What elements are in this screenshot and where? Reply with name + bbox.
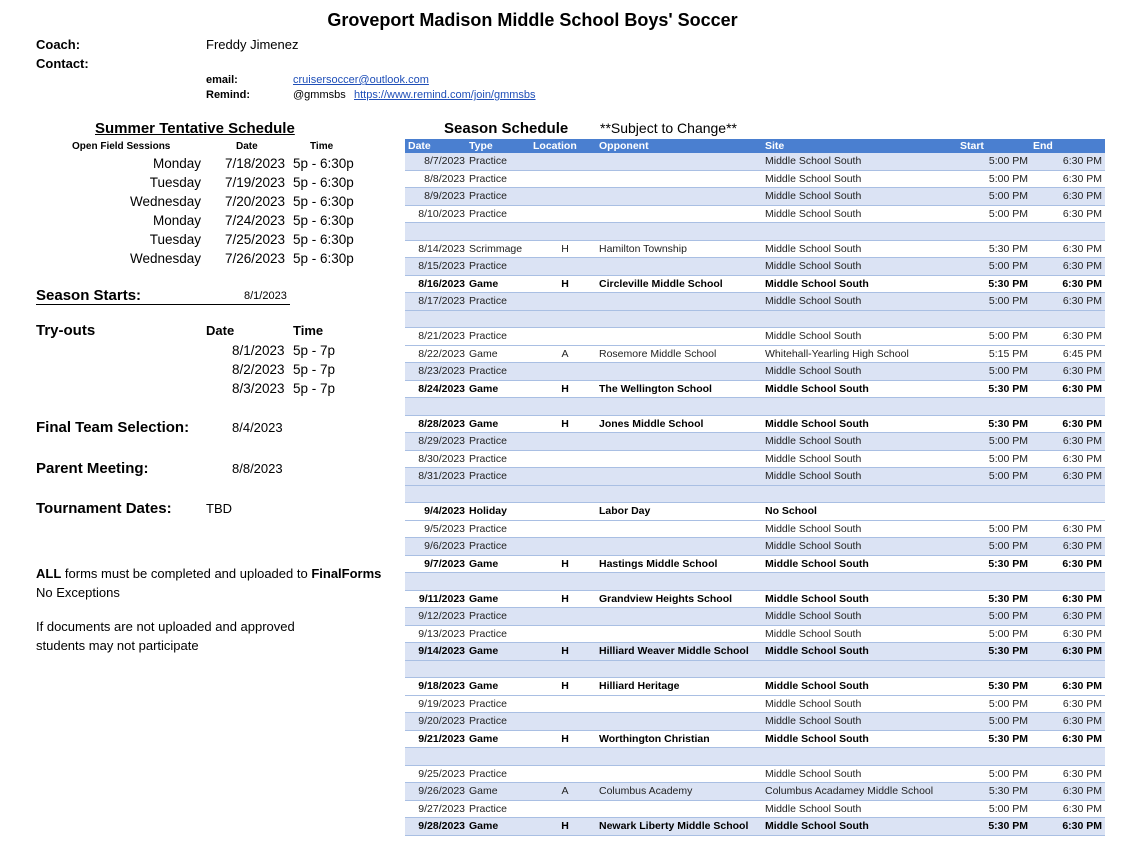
- header-opponent: Opponent: [599, 140, 649, 152]
- cell-location: H: [561, 242, 569, 255]
- header-date: Date: [408, 140, 431, 152]
- cell-end: 6:45 PM: [1062, 347, 1102, 360]
- email-link[interactable]: cruisersoccer@outlook.com: [293, 74, 429, 86]
- cell-start: 5:00 PM: [988, 697, 1028, 710]
- tryout-date: 8/2/2023: [232, 362, 285, 377]
- summer-day: Tuesday: [149, 175, 201, 190]
- cell-end: 6:30 PM: [1062, 785, 1102, 798]
- cell-date: 9/5/2023: [424, 522, 465, 535]
- cell-end: 6:30 PM: [1062, 295, 1102, 308]
- cell-end: 6:30 PM: [1062, 732, 1102, 745]
- cell-end: 6:30 PM: [1062, 645, 1102, 658]
- cell-end: 6:30 PM: [1062, 820, 1102, 833]
- cell-end: 6:30 PM: [1062, 260, 1102, 273]
- table-row: [405, 591, 1105, 609]
- cell-opponent: Grandview Heights School: [599, 592, 733, 605]
- table-row: [405, 153, 1105, 171]
- table-spacer-row: [405, 748, 1105, 766]
- cell-type: Practice: [469, 470, 507, 483]
- cell-location: A: [561, 347, 569, 360]
- cell-type: Practice: [469, 172, 507, 185]
- cell-location: H: [561, 732, 569, 745]
- cell-end: 6:30 PM: [1062, 802, 1102, 815]
- table-row: [405, 188, 1105, 206]
- cell-start: 5:30 PM: [988, 557, 1028, 570]
- cell-site: Middle School South: [765, 242, 862, 255]
- cell-site: Middle School South: [765, 680, 869, 693]
- cell-opponent: Hilliard Weaver Middle School: [599, 645, 749, 658]
- cell-start: 5:30 PM: [988, 242, 1028, 255]
- summer-day: Monday: [152, 156, 201, 171]
- cell-opponent: The Wellington School: [599, 382, 712, 395]
- cell-start: 5:00 PM: [988, 190, 1028, 203]
- summer-time: 5p - 6:30p: [293, 194, 354, 209]
- cell-type: Practice: [469, 715, 507, 728]
- cell-type: Game: [469, 557, 499, 570]
- cell-type: Scrimmage: [469, 242, 523, 255]
- cell-type: Practice: [469, 802, 507, 815]
- cell-type: Practice: [469, 207, 507, 220]
- cell-site: Middle School South: [765, 697, 862, 710]
- header-location: Location: [533, 140, 577, 152]
- cell-site: Middle School South: [765, 715, 862, 728]
- summer-time: 5p - 6:30p: [293, 175, 354, 190]
- cell-start: 5:00 PM: [988, 260, 1028, 273]
- cell-start: 5:30 PM: [988, 785, 1028, 798]
- cell-location: H: [561, 557, 569, 570]
- table-row: [405, 416, 1105, 434]
- forms-finalforms: FinalForms: [311, 566, 382, 581]
- cell-type: Practice: [469, 435, 507, 448]
- cell-type: Game: [469, 680, 499, 693]
- cell-start: 5:00 PM: [988, 627, 1028, 640]
- summer-time: 5p - 6:30p: [293, 156, 354, 171]
- forms-no-exceptions: No Exceptions: [36, 585, 120, 600]
- cell-date: 9/13/2023: [418, 627, 465, 640]
- cell-date: 8/10/2023: [418, 207, 465, 220]
- table-row: [405, 468, 1105, 486]
- page-title: Groveport Madison Middle School Boys' Soccer: [327, 10, 738, 30]
- cell-location: H: [561, 645, 569, 658]
- cell-start: 5:00 PM: [988, 452, 1028, 465]
- cell-start: 5:00 PM: [988, 610, 1028, 623]
- summer-col-time: Time: [310, 141, 334, 152]
- cell-date: 8/17/2023: [418, 295, 465, 308]
- cell-end: 6:30 PM: [1062, 435, 1102, 448]
- cell-date: 9/27/2023: [418, 802, 465, 815]
- summer-date: 7/19/2023: [225, 175, 286, 190]
- cell-type: Game: [469, 592, 499, 605]
- table-spacer-row: [405, 223, 1105, 241]
- cell-site: Middle School South: [765, 295, 862, 308]
- cell-type: Game: [469, 417, 499, 430]
- cell-site: Middle School South: [765, 610, 862, 623]
- table-row: [405, 626, 1105, 644]
- table-row: [405, 731, 1105, 749]
- cell-date: 9/25/2023: [418, 767, 465, 780]
- forms-notice: [36, 566, 381, 581]
- summer-day: Monday: [152, 213, 201, 228]
- cell-type: Practice: [469, 452, 507, 465]
- cell-end: 6:30 PM: [1062, 452, 1102, 465]
- table-row: [405, 783, 1105, 801]
- tryout-time: 5p - 7p: [293, 381, 336, 396]
- cell-site: Middle School South: [765, 820, 869, 833]
- cell-start: 5:30 PM: [988, 645, 1028, 658]
- cell-end: 6:30 PM: [1062, 627, 1102, 640]
- cell-start: 5:00 PM: [988, 435, 1028, 448]
- cell-site: Middle School South: [765, 522, 862, 535]
- cell-date: 8/22/2023: [418, 347, 465, 360]
- table-row: [405, 433, 1105, 451]
- cell-date: 8/28/2023: [418, 417, 465, 430]
- season-starts-label: Season Starts:: [36, 287, 142, 304]
- cell-start: 5:00 PM: [988, 207, 1028, 220]
- table-row: [405, 678, 1105, 696]
- cell-site: No School: [765, 505, 817, 518]
- cell-date: 8/24/2023: [418, 382, 465, 395]
- table-spacer-row: [405, 486, 1105, 504]
- tournament-value: TBD: [206, 501, 232, 516]
- table-row: [405, 171, 1105, 189]
- cell-site: Middle School South: [765, 767, 862, 780]
- cell-type: Practice: [469, 330, 507, 343]
- remind-link[interactable]: https://www.remind.com/join/gmmsbs: [354, 89, 536, 101]
- cell-date: 9/14/2023: [418, 645, 465, 658]
- cell-end: 6:30 PM: [1062, 715, 1102, 728]
- cell-type: Game: [469, 645, 499, 658]
- cell-opponent: Jones Middle School: [599, 417, 704, 430]
- table-spacer-row: [405, 398, 1105, 416]
- tryouts-col-date: Date: [206, 323, 235, 338]
- cell-start: 5:00 PM: [988, 155, 1028, 168]
- cell-site: Middle School South: [765, 802, 862, 815]
- cell-end: 6:30 PM: [1062, 417, 1102, 430]
- cell-location: H: [561, 277, 569, 290]
- cell-start: 5:00 PM: [988, 470, 1028, 483]
- cell-date: 9/26/2023: [418, 785, 465, 798]
- tryouts-col-time: Time: [293, 323, 324, 338]
- cell-date: 9/18/2023: [418, 680, 465, 693]
- cell-end: 6:30 PM: [1062, 522, 1102, 535]
- cell-site: Middle School South: [765, 592, 869, 605]
- table-body: [405, 153, 1105, 836]
- cell-end: 6:30 PM: [1062, 540, 1102, 553]
- table-spacer-row: [405, 661, 1105, 679]
- table-row: [405, 258, 1105, 276]
- summer-day: Wednesday: [129, 194, 201, 209]
- cell-type: Practice: [469, 540, 507, 553]
- cell-site: Middle School South: [765, 382, 869, 395]
- cell-location: A: [561, 785, 569, 798]
- final-team-label: Final Team Selection:: [36, 419, 190, 436]
- cell-type: Practice: [469, 627, 507, 640]
- cell-date: 9/19/2023: [418, 697, 465, 710]
- cell-site: Middle School South: [765, 627, 862, 640]
- cell-end: 6:30 PM: [1062, 242, 1102, 255]
- cell-start: 5:30 PM: [988, 732, 1028, 745]
- season-schedule-table: [405, 139, 1105, 836]
- table-row: [405, 381, 1105, 399]
- tournament-label: Tournament Dates:: [36, 500, 172, 517]
- cell-end: 6:30 PM: [1062, 680, 1102, 693]
- season-title: Season Schedule: [444, 120, 569, 137]
- cell-location: H: [561, 592, 569, 605]
- cell-type: Game: [469, 732, 499, 745]
- cell-opponent: Worthington Christian: [599, 732, 710, 745]
- cell-type: Practice: [469, 522, 507, 535]
- remind-handle: @gmmsbs: [293, 89, 346, 101]
- table-row: [405, 766, 1105, 784]
- summer-date: 7/24/2023: [225, 213, 286, 228]
- table-row: [405, 206, 1105, 224]
- table-row: [405, 276, 1105, 294]
- cell-start: 5:00 PM: [988, 802, 1028, 815]
- season-starts-divider: [36, 304, 290, 305]
- cell-type: Practice: [469, 260, 507, 273]
- cell-start: 5:30 PM: [988, 417, 1028, 430]
- cell-site: Middle School South: [765, 190, 862, 203]
- cell-type: Game: [469, 820, 499, 833]
- forms-all: ALL: [36, 566, 62, 581]
- cell-start: 5:30 PM: [988, 592, 1028, 605]
- cell-opponent: Hamilton Township: [599, 242, 687, 255]
- cell-site: Middle School South: [765, 732, 869, 745]
- cell-opponent: Labor Day: [599, 505, 651, 518]
- cell-start: 5:00 PM: [988, 715, 1028, 728]
- table-spacer-row: [405, 573, 1105, 591]
- cell-site: Middle School South: [765, 417, 869, 430]
- cell-opponent: Hastings Middle School: [599, 557, 718, 570]
- summer-col-date: Date: [236, 141, 258, 152]
- table-row: [405, 608, 1105, 626]
- table-row: [405, 293, 1105, 311]
- cell-date: 8/9/2023: [424, 190, 465, 203]
- parent-meeting-date: 8/8/2023: [232, 461, 283, 476]
- cell-end: 6:30 PM: [1062, 277, 1102, 290]
- summer-date: 7/18/2023: [225, 156, 286, 171]
- summer-title: Summer Tentative Schedule: [95, 120, 295, 137]
- forms-warning-2: students may not participate: [36, 638, 199, 653]
- cell-end: 6:30 PM: [1062, 767, 1102, 780]
- header-start: Start: [960, 140, 984, 152]
- summer-day: Tuesday: [149, 232, 201, 247]
- summer-day: Wednesday: [129, 251, 201, 266]
- cell-date: 9/6/2023: [424, 540, 465, 553]
- cell-site: Middle School South: [765, 330, 862, 343]
- cell-date: 9/7/2023: [424, 557, 465, 570]
- season-starts-date: 8/1/2023: [244, 290, 287, 302]
- email-label: email:: [206, 74, 238, 86]
- cell-type: Game: [469, 347, 498, 360]
- cell-end: 6:30 PM: [1062, 172, 1102, 185]
- table-row: [405, 521, 1105, 539]
- cell-date: 8/30/2023: [418, 452, 465, 465]
- cell-type: Practice: [469, 767, 507, 780]
- summer-date: 7/25/2023: [225, 232, 286, 247]
- subject-to-change: **Subject to Change**: [600, 120, 737, 136]
- cell-date: 8/14/2023: [418, 242, 465, 255]
- cell-type: Holiday: [469, 505, 507, 518]
- cell-date: 9/28/2023: [418, 820, 465, 833]
- cell-date: 8/8/2023: [424, 172, 465, 185]
- tryout-date: 8/1/2023: [232, 343, 285, 358]
- cell-start: 5:00 PM: [988, 540, 1028, 553]
- table-row: [405, 556, 1105, 574]
- cell-start: 5:30 PM: [988, 680, 1028, 693]
- summer-col-sessions: Open Field Sessions: [72, 141, 171, 152]
- cell-location: H: [561, 820, 569, 833]
- cell-start: 5:30 PM: [988, 820, 1028, 833]
- cell-end: 6:30 PM: [1062, 592, 1102, 605]
- cell-opponent: Circleville Middle School: [599, 277, 723, 290]
- cell-type: Practice: [469, 190, 507, 203]
- forms-text: forms must be completed and uploaded to: [61, 566, 312, 581]
- cell-date: 9/11/2023: [418, 592, 465, 605]
- header-site: Site: [765, 140, 785, 152]
- cell-start: 5:00 PM: [988, 522, 1028, 535]
- cell-opponent: Newark Liberty Middle School: [599, 820, 749, 833]
- table-row: [405, 363, 1105, 381]
- cell-site: Whitehall-Yearling High School: [765, 347, 909, 360]
- cell-opponent: Hilliard Heritage: [599, 680, 680, 693]
- table-row: [405, 241, 1105, 259]
- cell-site: Middle School South: [765, 540, 862, 553]
- table-row: [405, 818, 1105, 836]
- table-row: [405, 346, 1105, 364]
- cell-date: 9/20/2023: [418, 715, 465, 728]
- table-spacer-row: [405, 311, 1105, 329]
- cell-location: H: [561, 417, 569, 430]
- cell-site: Middle School South: [765, 470, 862, 483]
- cell-type: Game: [469, 277, 499, 290]
- cell-date: 8/16/2023: [418, 277, 465, 290]
- cell-date: 8/7/2023: [424, 155, 465, 168]
- cell-start: 5:00 PM: [988, 365, 1028, 378]
- summer-date: 7/20/2023: [225, 194, 286, 209]
- cell-site: Middle School South: [765, 452, 862, 465]
- cell-site: Middle School South: [765, 277, 869, 290]
- coach-label: Coach:: [36, 37, 81, 52]
- cell-site: Columbus Acadamey Middle School: [765, 785, 934, 798]
- cell-type: Practice: [469, 155, 507, 168]
- cell-start: 5:15 PM: [988, 347, 1028, 360]
- tryout-date: 8/3/2023: [232, 381, 285, 396]
- cell-start: 5:30 PM: [988, 382, 1028, 395]
- final-team-date: 8/4/2023: [232, 420, 283, 435]
- cell-start: 5:00 PM: [988, 767, 1028, 780]
- cell-type: Practice: [469, 697, 507, 710]
- cell-site: Middle School South: [765, 645, 869, 658]
- remind-label: Remind:: [206, 89, 250, 101]
- cell-type: Game: [469, 785, 498, 798]
- cell-opponent: Rosemore Middle School: [599, 347, 717, 360]
- cell-type: Practice: [469, 365, 507, 378]
- summer-date: 7/26/2023: [225, 251, 286, 266]
- cell-location: H: [561, 382, 569, 395]
- parent-meeting-label: Parent Meeting:: [36, 460, 149, 477]
- cell-end: 6:30 PM: [1062, 610, 1102, 623]
- table-row: [405, 538, 1105, 556]
- cell-opponent: Columbus Academy: [599, 785, 693, 798]
- summer-time: 5p - 6:30p: [293, 213, 354, 228]
- summer-time: 5p - 6:30p: [293, 232, 354, 247]
- cell-type: Practice: [469, 610, 507, 623]
- header-end: End: [1033, 140, 1053, 152]
- cell-site: Middle School South: [765, 260, 862, 273]
- cell-date: 9/4/2023: [424, 505, 465, 518]
- cell-date: 8/23/2023: [418, 365, 465, 378]
- cell-type: Game: [469, 382, 499, 395]
- tryout-time: 5p - 7p: [293, 362, 336, 377]
- contact-label: Contact:: [36, 56, 89, 71]
- cell-end: 6:30 PM: [1062, 207, 1102, 220]
- table-row: [405, 503, 1105, 521]
- cell-site: Middle School South: [765, 435, 862, 448]
- table-row: [405, 328, 1105, 346]
- cell-end: 6:30 PM: [1062, 190, 1102, 203]
- cell-date: 9/12/2023: [418, 610, 465, 623]
- cell-site: Middle School South: [765, 155, 862, 168]
- cell-date: 8/21/2023: [418, 330, 465, 343]
- table-row: [405, 801, 1105, 819]
- cell-start: 5:30 PM: [988, 277, 1028, 290]
- cell-location: H: [561, 680, 569, 693]
- cell-type: Practice: [469, 295, 507, 308]
- cell-end: 6:30 PM: [1062, 557, 1102, 570]
- cell-date: 8/31/2023: [418, 470, 465, 483]
- cell-end: 6:30 PM: [1062, 155, 1102, 168]
- cell-end: 6:30 PM: [1062, 382, 1102, 395]
- table-row: [405, 451, 1105, 469]
- coach-name: Freddy Jimenez: [206, 37, 299, 52]
- cell-site: Middle School South: [765, 365, 862, 378]
- cell-date: 9/21/2023: [418, 732, 465, 745]
- table-row: [405, 713, 1105, 731]
- summer-time: 5p - 6:30p: [293, 251, 354, 266]
- tryout-time: 5p - 7p: [293, 343, 336, 358]
- cell-site: Middle School South: [765, 557, 869, 570]
- table-row: [405, 696, 1105, 714]
- forms-warning-1: If documents are not uploaded and approved: [36, 619, 295, 634]
- table-row: [405, 643, 1105, 661]
- header-type: Type: [469, 140, 493, 152]
- tryouts-label: Try-outs: [36, 322, 96, 339]
- cell-end: 6:30 PM: [1062, 330, 1102, 343]
- cell-start: 5:00 PM: [988, 172, 1028, 185]
- cell-end: 6:30 PM: [1062, 697, 1102, 710]
- cell-end: 6:30 PM: [1062, 365, 1102, 378]
- cell-date: 8/15/2023: [418, 260, 465, 273]
- cell-date: 8/29/2023: [418, 435, 465, 448]
- cell-start: 5:00 PM: [988, 330, 1028, 343]
- cell-start: 5:00 PM: [988, 295, 1028, 308]
- table-header: [405, 139, 1105, 153]
- cell-site: Middle School South: [765, 172, 862, 185]
- cell-end: 6:30 PM: [1062, 470, 1102, 483]
- cell-site: Middle School South: [765, 207, 862, 220]
